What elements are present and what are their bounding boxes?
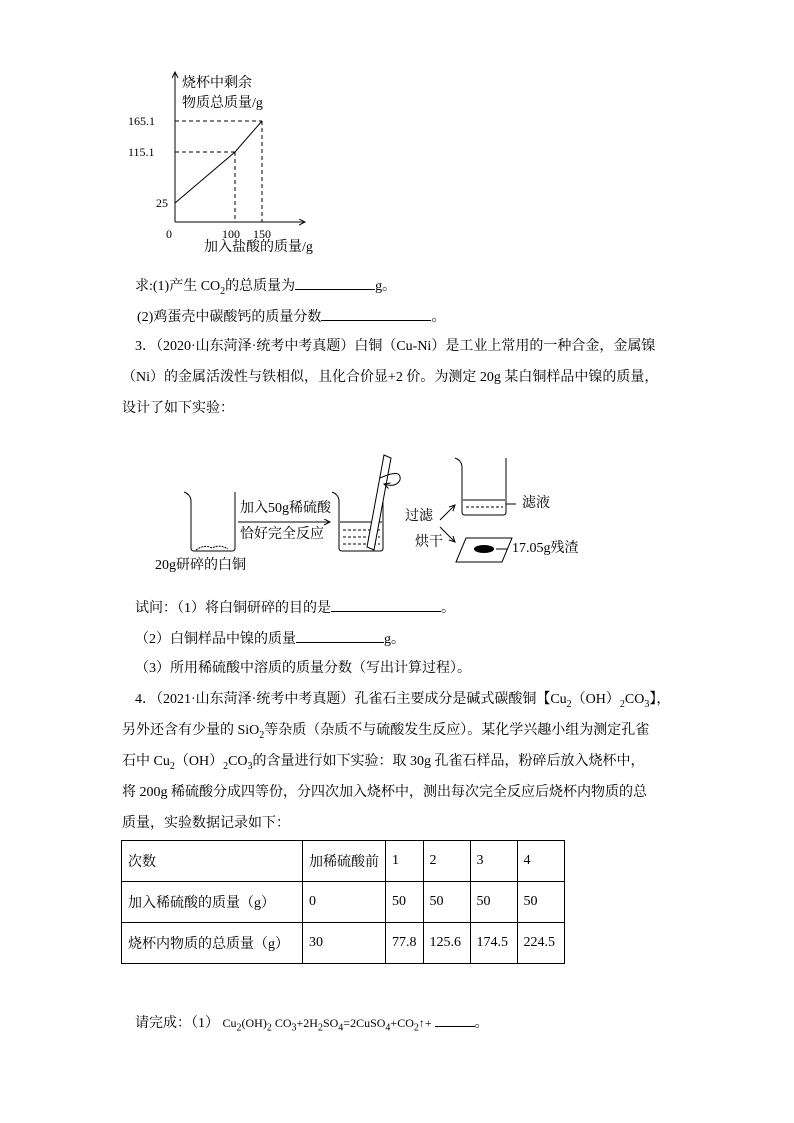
y-tick-165: 165.1 bbox=[128, 114, 155, 128]
table-cell: 224.5 bbox=[517, 923, 564, 964]
table-cell: 加稀硫酸前 bbox=[303, 841, 386, 882]
table-cell: 烧杯内物质的总质量（g） bbox=[122, 923, 303, 964]
diagram-beaker-label: 20g研碎的白铜 bbox=[155, 558, 246, 573]
q2-ask-1: 求:(1)产生 $CO_2$的总质量为 g。 bbox=[135, 275, 396, 297]
diagram-step1-line2: 恰好完全反应 bbox=[240, 527, 324, 542]
q3-ask-3: （3）所用稀硫酸中溶质的质量分数（写出计算过程）。 bbox=[135, 661, 471, 676]
table-cell: 50 bbox=[386, 882, 424, 923]
q4-text-line2: 另外还含有少量的 SiO$_2$等杂质（杂质不与硫酸发生反应）。某化学兴趣小组为测定孔雀 bbox=[122, 723, 650, 741]
q4-text-line1: 4．（2021·山东菏泽·统考中考真题）孔雀石主要成分是碱式碳酸铜【$Cu_2(OH)_2CO_3$】， bbox=[135, 692, 671, 710]
answer-blank[interactable] bbox=[296, 628, 384, 643]
y-label-line1: 烧杯中剩余 bbox=[182, 76, 252, 91]
table-cell: 174.5 bbox=[470, 923, 517, 964]
beaker-3 bbox=[455, 458, 506, 515]
q3-text-line3: 设计了如下实验： bbox=[122, 401, 234, 416]
x-tick-0: 0 bbox=[166, 227, 172, 241]
copper-powder bbox=[196, 546, 228, 550]
table-cell: 4 bbox=[517, 841, 564, 882]
table-row bbox=[122, 882, 565, 923]
q2-ask-2: (2)鸡蛋壳中碳酸钙的质量分数 。 bbox=[137, 306, 445, 328]
table-cell: 30 bbox=[303, 923, 386, 964]
x-tick-100: 100 bbox=[222, 227, 240, 241]
q3-text-line2: （Ni）的金属活泼性与铁相似，且化合价显+2 价。为测定 20g 某白铜样品中镍的质量， bbox=[122, 370, 659, 385]
y-tick-25: 25 bbox=[156, 196, 168, 210]
q3-ask-2: （2）白铜样品中镍的质量 g。 bbox=[135, 628, 405, 650]
diagram-filter-label: 过滤 bbox=[405, 509, 433, 524]
table-cell: 2 bbox=[423, 841, 470, 882]
answer-blank[interactable] bbox=[321, 306, 431, 321]
table-cell: 3 bbox=[470, 841, 517, 882]
data-line bbox=[175, 121, 262, 203]
table-cell: 次数 bbox=[122, 841, 303, 882]
diagram-filtrate-label: 滤液 bbox=[522, 496, 550, 511]
q4-text-line5: 质量，实验数据记录如下： bbox=[122, 816, 290, 831]
table-cell: 50 bbox=[423, 882, 470, 923]
answer-blank[interactable] bbox=[295, 275, 375, 290]
answer-blank[interactable] bbox=[435, 1012, 475, 1027]
table-cell: 0 bbox=[303, 882, 386, 923]
diagram-dry-label: 烘干 bbox=[415, 535, 443, 550]
glass-rod bbox=[367, 455, 391, 550]
q3-text-line1: 3．（2020·山东菏泽·统考中考真题）白铜（Cu-Ni）是工业上常用的一种合金，金属镍 bbox=[135, 339, 656, 354]
q4-text-line4: 将 200g 稀硫酸分成四等份，分四次加入烧杯中，测出每次完全反应后烧杯内物质的总 bbox=[122, 785, 647, 800]
table-cell: 50 bbox=[517, 882, 564, 923]
y-axis-label bbox=[182, 74, 263, 114]
q3-ask-1: 试问：（1）将白铜研碎的目的是 。 bbox=[135, 597, 455, 619]
q4-text-line3: 石中 $Cu_2(OH)_2CO_3$的含量进行如下实验：取 30g 孔雀石样品，粉碎后放入烧杯中， bbox=[122, 754, 645, 772]
x-tick-150: 150 bbox=[253, 227, 271, 241]
table-cell: 1 bbox=[386, 841, 424, 882]
table-cell: 加入稀硫酸的质量（g） bbox=[122, 882, 303, 923]
answer-blank[interactable] bbox=[331, 597, 441, 612]
table-cell: 50 bbox=[470, 882, 517, 923]
table-cell: 77.8 bbox=[386, 923, 424, 964]
x-axis-label: 加入盐酸的质量/g bbox=[204, 240, 313, 255]
arrow-filter bbox=[440, 505, 455, 520]
beaker-1 bbox=[184, 492, 235, 551]
table-row bbox=[122, 841, 565, 882]
diagram-step1-line1: 加入50g稀硫酸 bbox=[240, 501, 331, 516]
table-row bbox=[122, 923, 565, 964]
residue bbox=[474, 545, 494, 553]
chemical-equation: $Cu_2(OH)_2$ $CO_3+2H_2SO_4=2CuSO_4+CO_2↑+$ bbox=[222, 1016, 432, 1034]
q4-ask-1: 请完成：（1） $Cu_2(OH)_2$ $CO_3+2H_2SO_4=2CuSO_4+CO_2↑+$ 。 bbox=[135, 1012, 489, 1034]
y-label-line2: 物质总质量/g bbox=[182, 96, 263, 111]
data-table bbox=[121, 840, 565, 964]
table-cell: 125.6 bbox=[423, 923, 470, 964]
diagram-residue-label: 17.05g残渣 bbox=[512, 541, 579, 556]
y-tick-115: 115.1 bbox=[128, 145, 155, 159]
